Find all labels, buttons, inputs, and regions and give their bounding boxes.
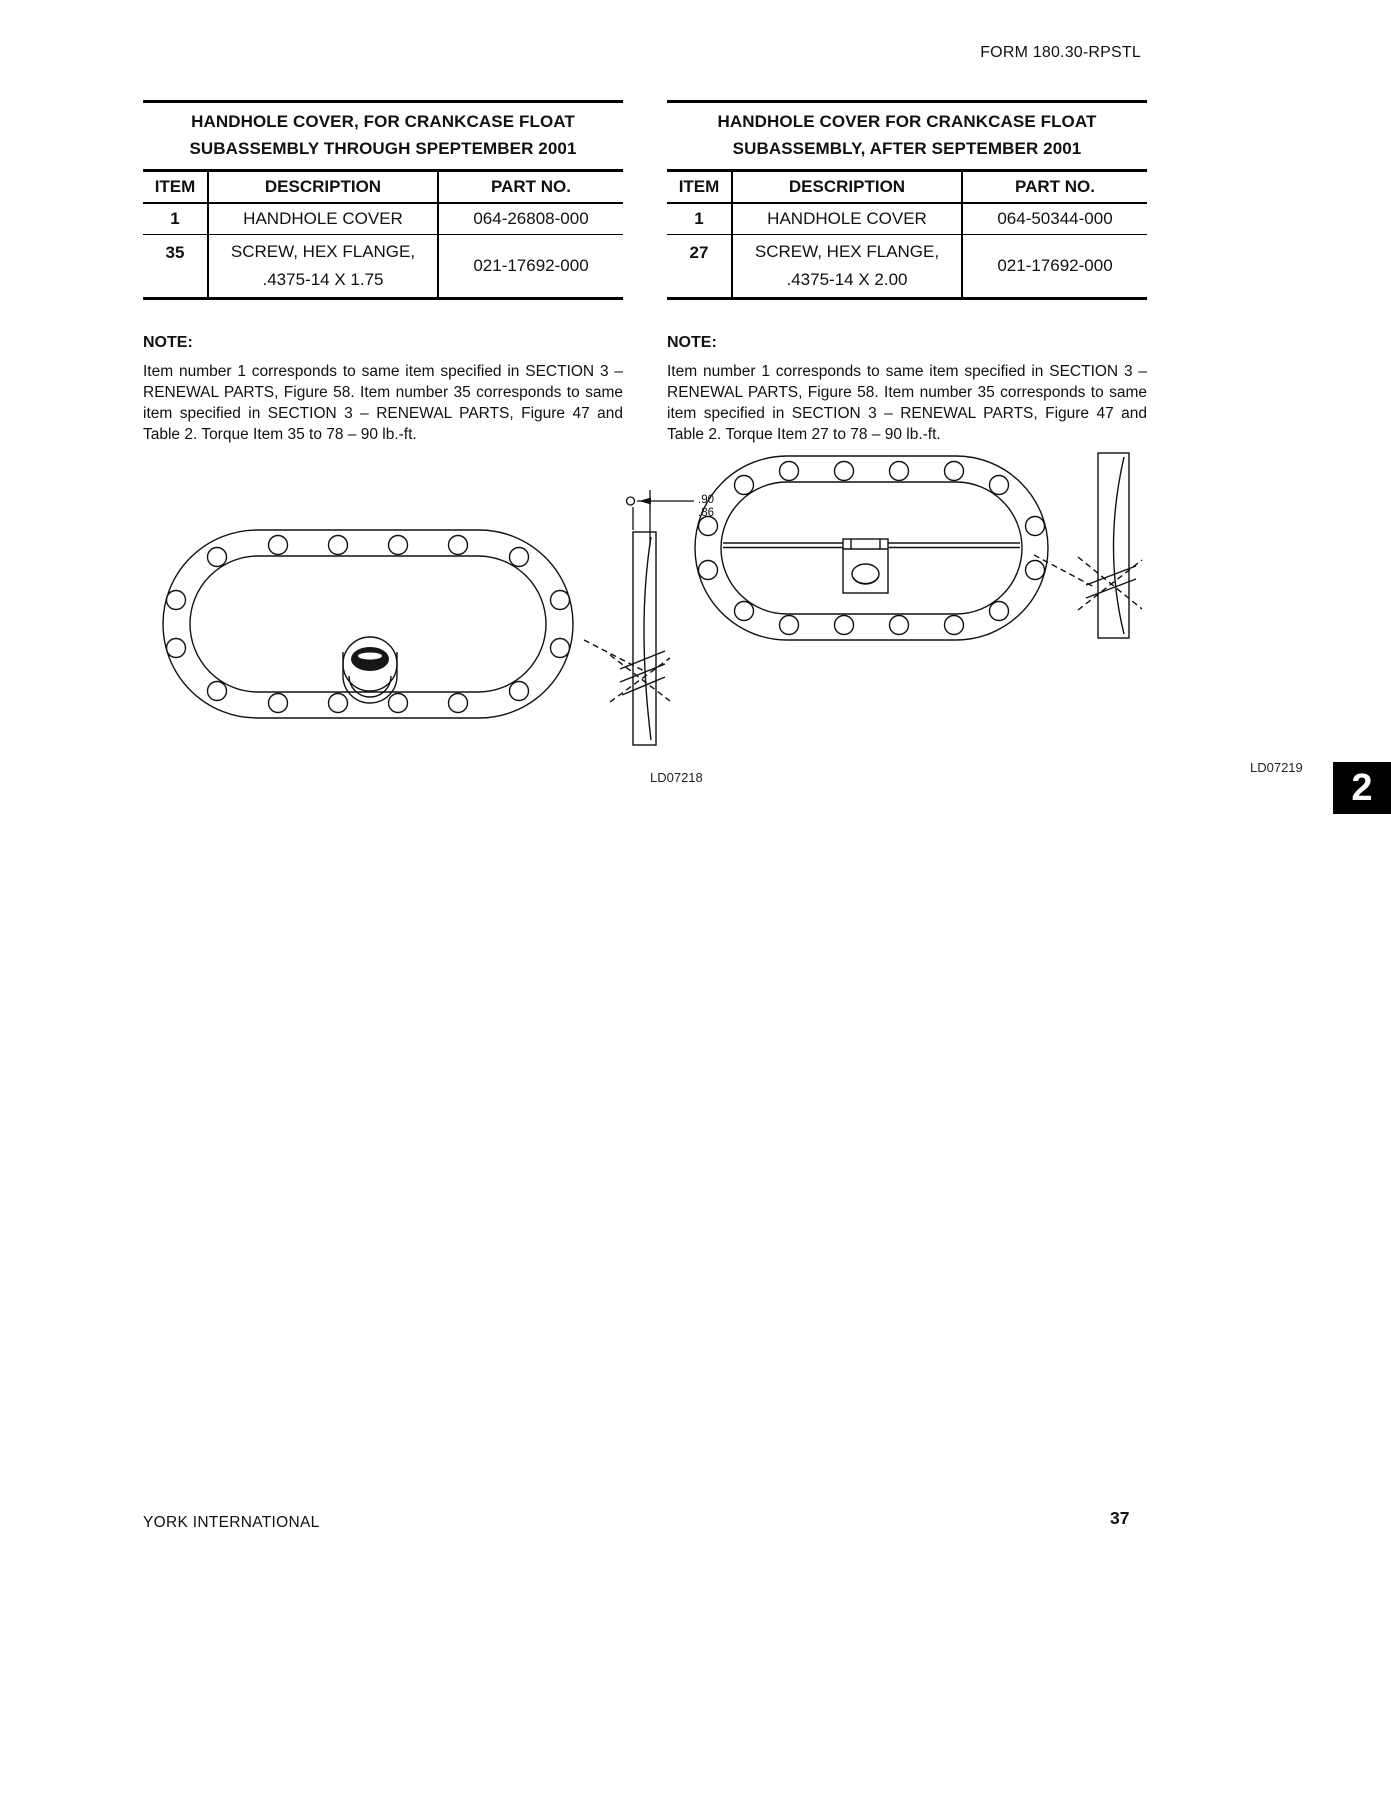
table-grid [667, 172, 1147, 297]
cell-description: HANDHOLE COVER [731, 204, 961, 235]
cell-item-number: 35 [165, 243, 185, 262]
note-body: Item number 1 corresponds to same item specified in SECTION 3 – RENEWAL PARTS, Figure 58. Item number 35 corresponds to same item specified in SECTION 3 – RENEWAL PARTS, Figure 47 and Table 2. Torque Item 27 to 78 – 90 lb.-ft. [667, 363, 1147, 443]
figure-id-label: LD07219 [1250, 760, 1303, 775]
dimension-upper: .90 [698, 494, 714, 506]
column-header-item: ITEM [143, 172, 207, 204]
figure-handhole-cover-after-2001 [685, 440, 1145, 770]
note-body: Item number 1 corresponds to same item specified in SECTION 3 – RENEWAL PARTS, Figure 58. Item number 35 corresponds to same item specified in SECTION 3 – RENEWAL PARTS, Figure 47 and Table 2. Torque Item 35 to 78 – 90 lb.-ft. [143, 363, 623, 443]
figure-handhole-cover-through-2001 [140, 425, 750, 815]
page-number: 37 [1110, 1508, 1130, 1528]
side-view [1034, 453, 1142, 638]
center-boss [843, 539, 888, 593]
table-title-line2: SUBASSEMBLY THROUGH SPEPTEMBER 2001 [189, 139, 577, 158]
column-header-item: ITEM [667, 172, 731, 204]
footer-company-name: YORK INTERNATIONAL [143, 1514, 320, 1531]
note-label: NOTE: [143, 334, 193, 351]
description-line2: .4375-14 X 1.75 [262, 270, 384, 289]
side-view [584, 532, 670, 745]
plan-view [695, 456, 1048, 640]
center-plug [343, 637, 397, 703]
cell-part-number: 064-50344-000 [961, 204, 1147, 235]
figure-id-label: LD07218 [650, 770, 703, 785]
note-label: NOTE: [667, 334, 717, 351]
cell-description: HANDHOLE COVER [207, 204, 437, 235]
cell-item-number: 1 [667, 204, 731, 235]
description-line1: SCREW, HEX FLANGE, [230, 242, 416, 261]
table-title-line2: SUBASSEMBLY, AFTER SEPTEMBER 2001 [732, 139, 1082, 158]
table-grid [143, 172, 623, 297]
section-number-tab: 2 [1333, 762, 1391, 814]
thickness-dimension [627, 490, 695, 546]
form-number: FORM 180.30-RPSTL [980, 44, 1141, 61]
cell-part-number: 021-17692-000 [961, 235, 1147, 297]
description-line1: SCREW, HEX FLANGE, [754, 242, 940, 261]
table-title-line1: HANDHOLE COVER FOR CRANKCASE FLOAT [717, 112, 1097, 131]
column-header-description: DESCRIPTION [731, 172, 961, 204]
gasket-seam-lines [723, 543, 1020, 548]
left-column [143, 100, 623, 445]
plan-view [163, 530, 573, 718]
parts-table-through-2001 [143, 100, 623, 300]
cell-part-number: 064-26808-000 [437, 204, 623, 235]
cell-description [207, 235, 437, 297]
description-line2: .4375-14 X 2.00 [786, 270, 908, 289]
dimension-lower: .86 [698, 507, 714, 519]
parts-table-after-2001 [667, 100, 1147, 300]
column-header-part-no: PART NO. [437, 172, 623, 204]
cell-part-number: 021-17692-000 [437, 235, 623, 297]
cell-item-number: 1 [143, 204, 207, 235]
right-column [667, 100, 1147, 445]
cell-description [731, 235, 961, 297]
cell-item-number: 27 [689, 243, 709, 262]
table-title-line1: HANDHOLE COVER, FOR CRANKCASE FLOAT [191, 112, 575, 131]
column-header-part-no: PART NO. [961, 172, 1147, 204]
table-title [143, 103, 623, 172]
column-header-description: DESCRIPTION [207, 172, 437, 204]
table-title [667, 103, 1147, 172]
